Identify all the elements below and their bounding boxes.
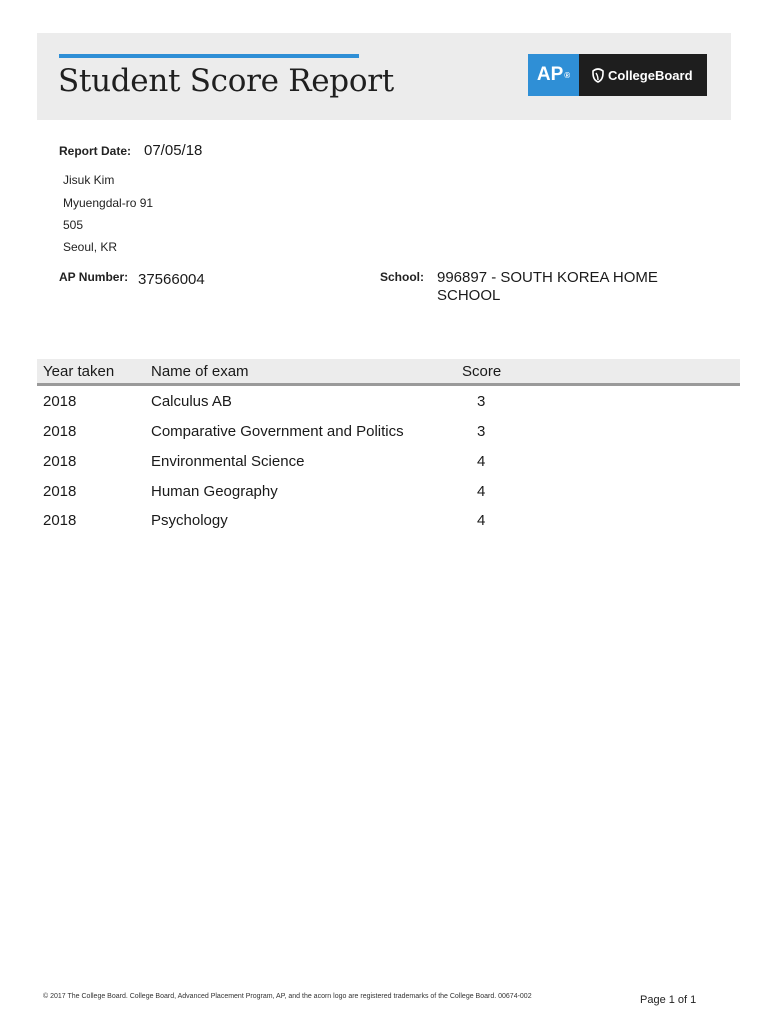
exam-cell: Human Geography [151, 483, 278, 500]
header-accent-rule [59, 54, 359, 58]
year-cell: 2018 [43, 423, 77, 440]
table-row [0, 423, 768, 447]
page-title: Student Score Report [58, 63, 394, 99]
acorn-icon [591, 67, 605, 83]
address-line-street: Myuengdal-ro 91 [63, 196, 154, 210]
column-header-exam: Name of exam [151, 363, 249, 380]
column-header-score: Score [462, 363, 502, 380]
year-cell: 2018 [43, 453, 77, 470]
table-row [0, 512, 768, 536]
score-table-header [37, 359, 740, 386]
column-header-year: Year taken [43, 363, 115, 380]
address-line-unit: 505 [63, 218, 84, 232]
page-number: Page 1 of 1 [640, 994, 697, 1006]
table-row [0, 453, 768, 477]
year-cell: 2018 [43, 483, 77, 500]
exam-cell: Psychology [151, 512, 228, 529]
report-header [37, 33, 731, 120]
score-cell: 4 [477, 483, 486, 500]
ap-collegeboard-logo [528, 54, 707, 96]
report-date-label: Report Date: [59, 144, 132, 158]
school-value: 996897 - SOUTH KOREA HOME SCHOOL [437, 269, 658, 304]
ap-number-value: 37566004 [138, 271, 205, 288]
report-date-value: 07/05/18 [144, 142, 203, 159]
ap-logo [528, 54, 579, 96]
address-line-name: Jisuk Kim [63, 173, 115, 187]
school-label: School: [380, 270, 424, 284]
table-row [0, 393, 768, 417]
table-row [0, 483, 768, 507]
collegeboard-logo-text: CollegeBoard [608, 67, 693, 83]
score-cell: 4 [477, 512, 486, 529]
score-cell: 3 [477, 393, 486, 410]
address-line-city: Seoul, KR [63, 240, 118, 254]
copyright-notice: © 2017 The College Board. College Board, Advanced Placement Program, AP, and the acorn logo are registered trademarks of the College Board. 00674-002 [43, 993, 532, 1000]
exam-cell: Environmental Science [151, 453, 305, 470]
ap-logo-text: AP [536, 64, 564, 85]
score-cell: 4 [477, 453, 486, 470]
ap-logo-mark: ® [564, 70, 571, 80]
collegeboard-logo [579, 54, 707, 96]
exam-cell: Comparative Government and Politics [151, 423, 404, 440]
year-cell: 2018 [43, 512, 77, 529]
year-cell: 2018 [43, 393, 77, 410]
score-cell: 3 [477, 423, 486, 440]
exam-cell: Calculus AB [151, 393, 232, 410]
ap-number-label: AP Number: [59, 270, 129, 284]
